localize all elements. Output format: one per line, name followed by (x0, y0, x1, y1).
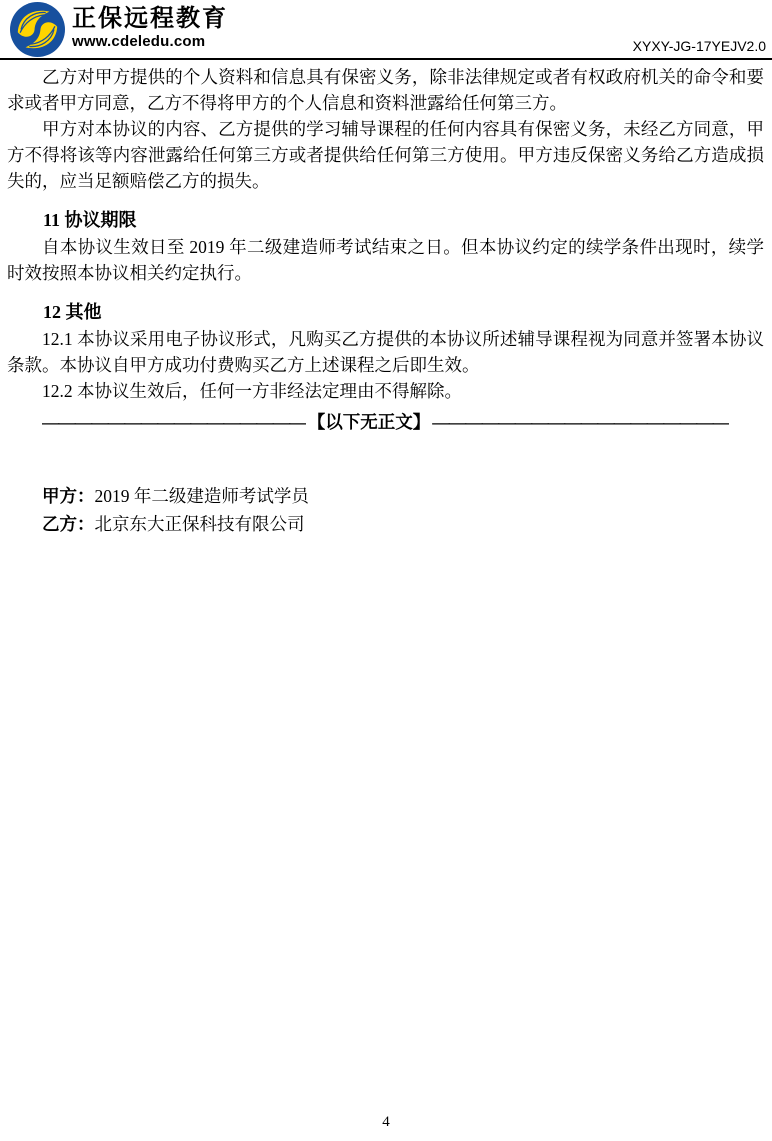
no-more-text-separator (7, 409, 764, 435)
page-header (0, 0, 772, 58)
party-a-value: 2019 年二级建造师考试学员 (94, 486, 309, 506)
section-heading-12: 12 其他 (43, 302, 102, 322)
separator-dashes-right: —————————————————— (432, 412, 730, 432)
clause-12-1: 12.1 本协议采用电子协议形式，凡购买乙方提供的本协议所述辅导课程视为同意并签署本协议条款。本协议自甲方成功付费购买乙方上述课程之后即生效。 (7, 329, 764, 375)
page-number: 4 (382, 1114, 390, 1130)
clause-confidentiality-party-b: 乙方对甲方提供的个人资料和信息具有保密义务，除非法律规定或者有权政府机关的命令和要求或者甲方同意，乙方不得将甲方的个人信息和资料泄露给任何第三方。 (7, 67, 764, 113)
brand-text (72, 2, 228, 51)
contract-body (0, 60, 772, 538)
clause-confidentiality-party-a: 甲方对本协议的内容、乙方提供的学习辅导课程的任何内容具有保密义务，未经乙方同意，甲方不得将该等内容泄露给任何第三方或者提供给任何第三方使用。甲方违反保密义务给乙方造成损失的，应当足额赔偿乙方的损失。 (7, 119, 764, 191)
brand-url: www.cdeledu.com (72, 33, 206, 50)
separator-dashes-left: ———————————————— (41, 412, 306, 432)
party-b-value: 北京东大正保科技有限公司 (94, 514, 305, 534)
doc-code: XYXY-JG-17YEJV2.0 (632, 38, 766, 54)
clause-12-2: 12.2 本协议生效后，任何一方非经法定理由不得解除。 (42, 381, 462, 401)
party-a-line (42, 482, 764, 510)
party-a-label: 甲方： (42, 486, 95, 506)
signature-block (7, 482, 764, 538)
party-b-line (42, 510, 764, 538)
page-footer (0, 1114, 772, 1131)
separator-label: 【以下无正文】 (307, 412, 431, 432)
brand-name: 正保远程教育 (72, 5, 228, 32)
clause-term: 自本协议生效日至 2019 年二级建造师考试结束之日。但本协议约定的续学条件出现时，续学时效按照本协议相关约定执行。 (7, 237, 764, 283)
brand-logo-icon (10, 2, 65, 57)
party-b-label: 乙方： (42, 514, 95, 534)
section-heading-11: 11 协议期限 (43, 210, 137, 230)
